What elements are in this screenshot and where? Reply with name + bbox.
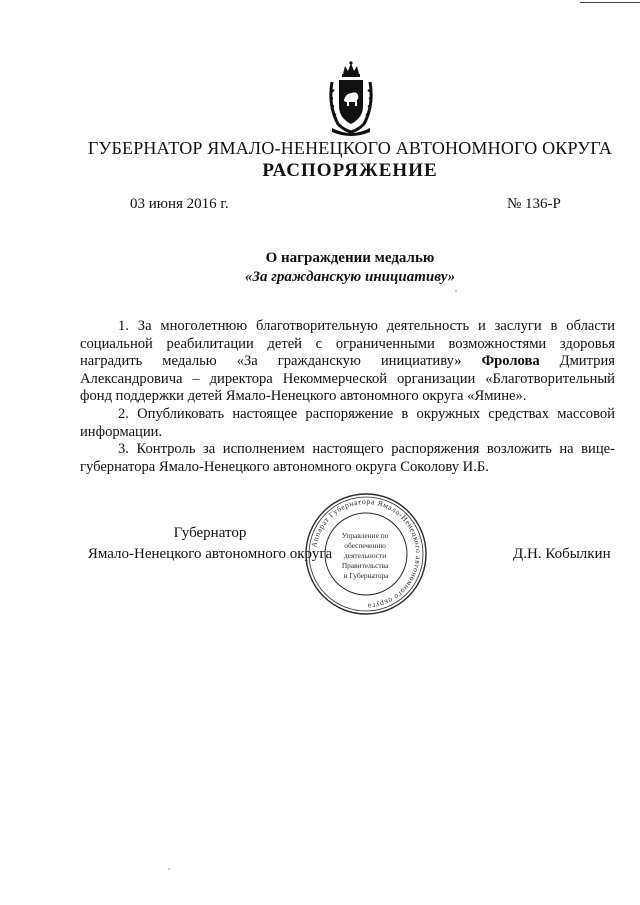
- issuing-authority: ГУБЕРНАТОР ЯМАЛО-НЕНЕЦКОГО АВТОНОМНОГО ОКРУГА: [87, 138, 613, 158]
- stamp-line-2: обеспечению: [344, 541, 386, 550]
- signatory-name: Д.Н. Кобылкин: [513, 546, 611, 562]
- stamp-line-3: деятельности: [343, 551, 387, 560]
- official-stamp: [304, 492, 428, 616]
- paragraph-1: [80, 318, 615, 406]
- paragraph-1-end: Дмитрия Александровича – директора Некоммерческой организации «Благотворительный фонд поддержки детей Ямало-Ненецкого автономного округа «Ямине».: [80, 353, 615, 405]
- paragraph-2: 2. Опубликовать настоящее распоряжение в окружных средствах массовой информации.: [80, 405, 615, 440]
- document-number: № 136-Р: [507, 196, 561, 212]
- signatory-title-line-2: Ямало-Ненецкого автономного округа: [87, 546, 333, 562]
- signatory-title-line-1: Губернатор: [173, 525, 247, 541]
- scan-speck: [455, 290, 457, 292]
- stamp-center-text: [342, 531, 390, 580]
- document-type-title: РАСПОРЯЖЕНИЕ: [262, 160, 438, 181]
- scan-edge-line: [580, 2, 640, 3]
- paragraph-1-start: 1. За многолетнюю благотворительную деятельность и заслуги в области социальной реабилитации детей с ограниченными возможностями здоровья наградить медалью «За гражданскую инициативу»: [80, 318, 615, 370]
- document-date: 03 июня 2016 г.: [130, 196, 229, 212]
- document-body: [80, 318, 615, 476]
- paragraph-3: 3. Контроль за исполнением настоящего распоряжения возложить на вице-губернатора Ямало-Ненецкого автономного округа Соколову И.Б.: [80, 441, 615, 475]
- subject-line-2: «За гражданскую инициативу»: [244, 269, 456, 285]
- coat-of-arms-icon: [326, 60, 376, 138]
- awardee-surname: Фролова: [481, 353, 540, 370]
- stamp-line-1: Управление по: [341, 531, 389, 540]
- signatory-title: [80, 523, 340, 565]
- stamp-line-4: Правительства: [341, 561, 389, 570]
- stamp-ring-text: Аппарат Губернатора Ямало-Ненецкого автономного округа: [309, 496, 424, 612]
- scan-speck: [168, 868, 170, 870]
- subject-line-1: О награждении медалью: [265, 250, 435, 266]
- stamp-line-5: и Губернатора: [343, 571, 389, 580]
- document-subject: [60, 249, 640, 287]
